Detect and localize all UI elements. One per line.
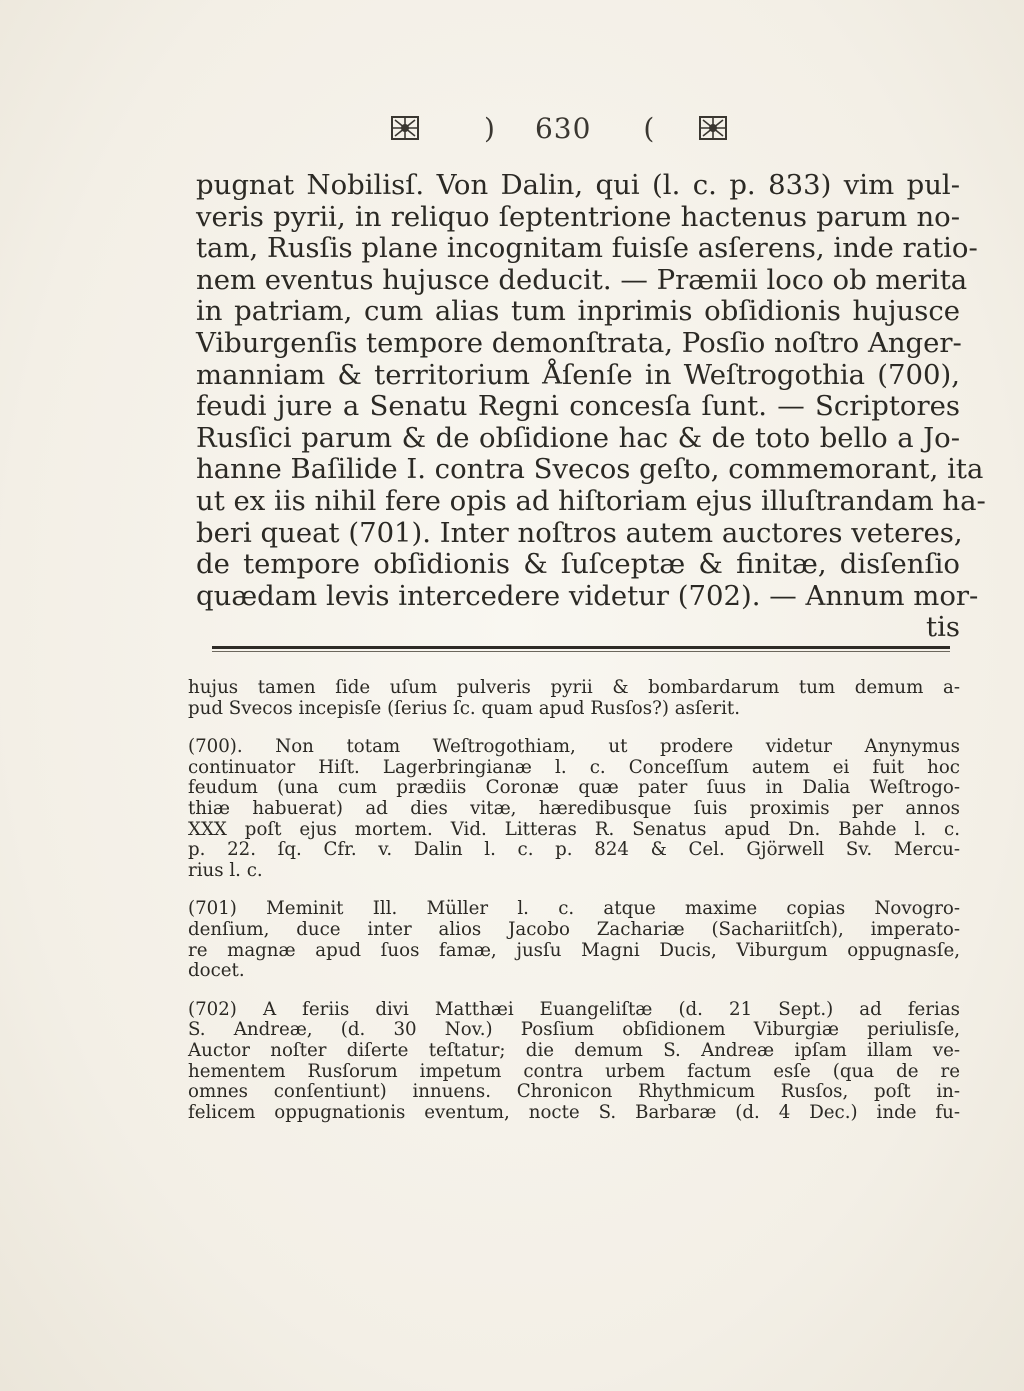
- footnote-line: denſium, duce inter alios Jacobo Zachariæ (Sachariitſch), imperato-: [188, 918, 960, 940]
- footnote-line: Auctor noſter diſerte teſtatur; die demum S. Andreæ ipſam illam ve-: [188, 1039, 960, 1061]
- ornament-right-icon: [698, 115, 728, 141]
- body-line: in patriam, cum alias tum inprimis obſidionis hujusce: [196, 295, 960, 328]
- body-line: nem eventus hujusce deducit. — Præmii loco ob merita: [196, 263, 968, 296]
- body-line: beri queat (701). Inter noſtros autem auctores veteres,: [196, 516, 963, 549]
- footnote-line: hementem Rusſorum impetum contra urbem factum esſe (qua de re: [188, 1060, 960, 1082]
- footnote-separator-rule: [212, 646, 950, 649]
- footnote-701: [188, 899, 960, 981]
- body-line: quædam levis intercedere videtur (702). — Annum mor-: [196, 579, 979, 612]
- footnote-line: continuator Hiſt. Lagerbringianæ l. c. Conceſſum autem ei fuit hoc: [188, 756, 960, 778]
- footnote-line: re magnæ apud ſuos famæ, jusſu Magni Ducis, Viburgum oppugnasſe,: [188, 939, 960, 961]
- catchword: tis: [926, 611, 960, 644]
- body-line: hanne Baſilide I. contra Svecos geſto, commemorant, ita: [196, 453, 984, 486]
- page-number: 630: [534, 111, 592, 145]
- footnote-line: omnes conſentiunt) innuens. Chronicon Rhythmicum Rusſos, poſt in-: [188, 1081, 960, 1103]
- header-paren-left: ): [484, 111, 495, 145]
- ornament-left-icon: [390, 115, 420, 141]
- footnote-702: [188, 1000, 960, 1124]
- body-line: veris pyrii, in reliquo ſeptentrione hactenus parum no-: [196, 200, 960, 233]
- footnote-line: feudum (una cum prædiis Coronæ quæ pater ſuus in Dalia Weſtrogo-: [188, 777, 960, 799]
- footnotes-block: [188, 678, 960, 1141]
- footnote-continuation: [188, 678, 960, 719]
- running-header: [390, 108, 770, 148]
- footnote-line: docet.: [188, 960, 245, 982]
- body-line: de tempore obſidionis & ſuſceptæ & finitæ, disſenſio: [196, 548, 960, 581]
- footnote-line: (701) Meminit Ill. Müller l. c. atque maxime copias Novogro-: [188, 898, 960, 920]
- footnote-line: p. 22. ſq. Cfr. v. Dalin l. c. p. 824 & Cel. Gjörwell Sv. Mercu-: [188, 839, 960, 861]
- footnote-line: rius l. c.: [188, 859, 263, 881]
- body-line: ut ex iis nihil fere opis ad hiſtoriam ejus illuſtrandam ha-: [196, 484, 986, 517]
- body-line: pugnat Nobilisſ. Von Dalin, qui (l. c. p. 833) vim pul-: [196, 169, 960, 201]
- footnote-line: felicem oppugnationis eventum, nocte S. Barbaræ (d. 4 Dec.) inde fu-: [188, 1101, 960, 1123]
- footnote-line: (700). Non totam Weſtrogothiam, ut prodere videtur Anynymus: [188, 736, 960, 758]
- body-line: Viburgenſis tempore demonſtrata, Posſio noſtro Anger-: [196, 326, 962, 359]
- body-line: Rusſici parum & de obſidione hac & de toto bello a Jo-: [196, 421, 960, 454]
- footnote-line: hujus tamen ſide uſum pulveris pyrii & bombardarum tum demum a-: [188, 677, 960, 698]
- footnote-line: S. Andreæ, (d. 30 Nov.) Posſium obſidionem Viburgiæ periulisſe,: [188, 1019, 960, 1041]
- body-line: manniam & territorium Åſenſe in Weſtrogothia (700),: [196, 358, 960, 391]
- footnote-line: XXX poſt ejus mortem. Vid. Litteras R. Senatus apud Dn. Bahde l. c.: [188, 818, 960, 840]
- main-text-block: [196, 169, 986, 644]
- footnote-line: pud Svecos incepisſe (ſerius ſc. quam apud Rusſos?) asſerit.: [188, 697, 740, 719]
- body-line: tam, Rusſis plane incognitam fuisſe asſerens, inde ratio-: [196, 232, 978, 265]
- footnote-line: thiæ habuerat) ad dies vitæ, hæredibusque ſuis proximis per annos: [188, 797, 960, 819]
- footnote-line: (702) A feriis divi Matthæi Euangeliſtæ (d. 21 Sept.) ad ferias: [188, 998, 960, 1020]
- footnote-700: [188, 737, 960, 881]
- body-line: feudi jure a Senatu Regni concesſa ſunt. — Scriptores: [196, 390, 960, 423]
- header-paren-right: (: [643, 111, 655, 145]
